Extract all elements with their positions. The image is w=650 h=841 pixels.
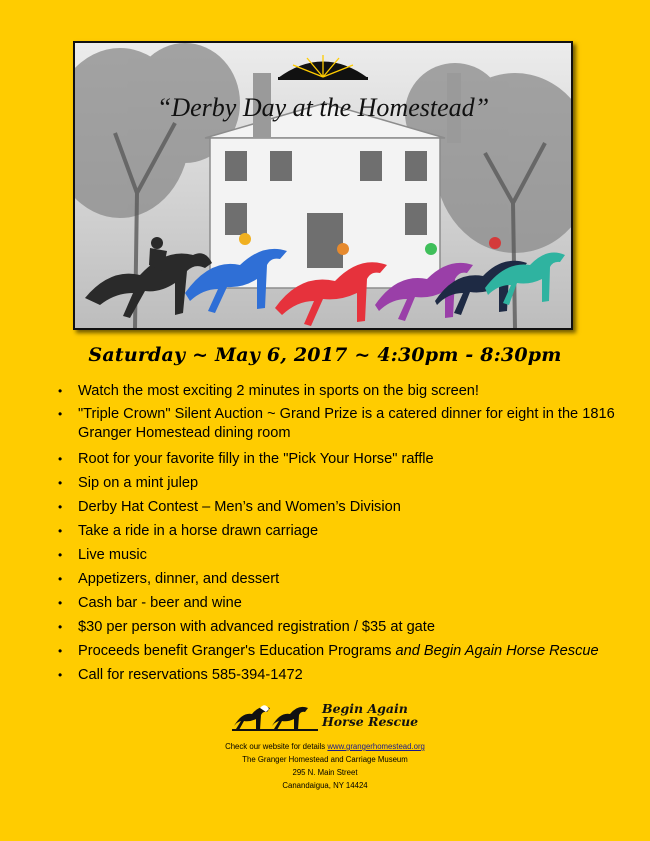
event-date-line: Saturday ~ May 6, 2017 ~ 4:30pm - 8:30pm xyxy=(88,344,562,366)
logo-line-1: Begin Again xyxy=(322,701,408,716)
logo-text xyxy=(322,702,418,728)
footer-org: The Granger Homestead and Carriage Museum xyxy=(242,755,408,764)
list-item: • Sip on a mint julep xyxy=(58,474,628,493)
proceeds-text: Proceeds benefit Granger's Education Programs xyxy=(78,643,396,659)
list-item: • Cash bar - beer and wine xyxy=(58,594,628,613)
hero-illustration xyxy=(75,43,571,328)
list-item: • Root for your favorite filly in the "Pick Your Horse" raffle xyxy=(58,450,628,469)
footer-street: 295 N. Main Street xyxy=(292,768,358,777)
list-item xyxy=(58,642,628,661)
list-item: • Take a ride in a horse drawn carriage xyxy=(58,522,628,541)
list-item: • Watch the most exciting 2 minutes in sports on the big screen! xyxy=(58,382,628,401)
logo-line-2: Horse Rescue xyxy=(322,714,419,729)
footer-website-line xyxy=(0,740,650,753)
list-item: • Call for reservations 585-394-1472 xyxy=(58,666,628,685)
website-link[interactable]: www.grangerhomestead.org xyxy=(327,742,425,751)
footer-city: Canandaigua, NY 14424 xyxy=(282,781,368,790)
list-item: • Live music xyxy=(58,546,628,565)
hero-banner xyxy=(73,41,573,330)
footer-website-prefix: Check our website for details xyxy=(225,742,328,751)
list-item: • $30 per person with advanced registration / $35 at gate xyxy=(58,618,628,637)
list-item: • "Triple Crown" Silent Auction ~ Grand Prize is a catered dinner for eight in the 1816 Granger Homestead dining room xyxy=(58,405,628,443)
footer-contact xyxy=(0,740,650,792)
feature-list xyxy=(58,382,628,685)
list-item: • Appetizers, dinner, and dessert xyxy=(58,570,628,589)
list-item: • Derby Hat Contest – Men’s and Women’s Division xyxy=(58,498,628,517)
event-title: “Derby Day at the Homestead” xyxy=(156,93,490,122)
proceeds-rescue-text: and Begin Again Horse Rescue xyxy=(395,643,599,659)
